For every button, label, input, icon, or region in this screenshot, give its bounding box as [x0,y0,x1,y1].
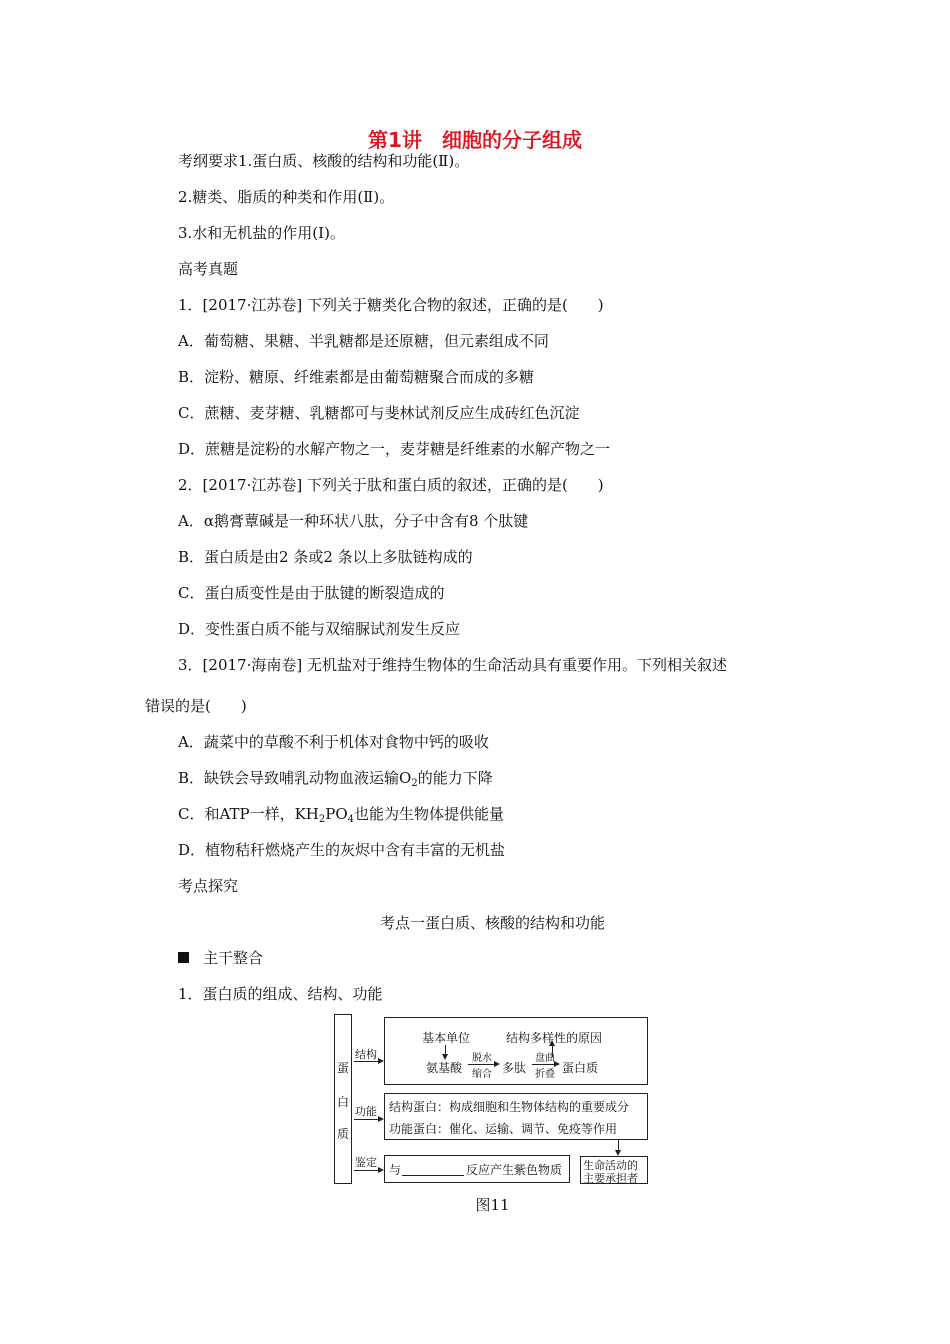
question-1-option-a: A．葡萄糖、果糖、半乳糖都是还原糖，但元素组成不同 [178,332,549,350]
topic-heading: 考点一蛋白质、核酸的结构和功能 [379,914,605,932]
syllabus-line-2: 2.糖类、脂质的种类和作用(Ⅱ)。 [178,188,395,206]
question-2-option-c: C．蛋白质变性是由于肽键的断裂造成的 [178,584,445,602]
question-2-option-d: D．变性蛋白质不能与双缩脲试剂发生反应 [178,620,461,638]
question-3-stem: 3．[2017·海南卷] 无机盐对于维持生物体的生命活动具有重要作用。下列相关叙述 [178,656,727,674]
question-2-option-b: B．蛋白质是由2 条或2 条以上多肽链构成的 [178,548,473,566]
figure-caption: 图11 [475,1196,510,1214]
diversity-reason-label: 结构多样性的原因 [506,1031,603,1045]
structural-protein-text: 结构蛋白：构成细胞和生物体结构的重要成分 [389,1100,630,1114]
question-2-option-a: A．α鹅膏蕈碱是一种环状八肽，分子中含有8 个肽键 [178,512,529,530]
amino-acid-label: 氨基酸 [426,1061,463,1075]
question-3-option-d: D．植物秸秆燃烧产生的灰烬中含有丰富的无机盐 [178,841,506,859]
coil-label-top: 盘曲 [535,1053,555,1064]
branch-structure-label: 结构 [355,1048,377,1061]
dehydration-label-top: 脱水 [472,1053,492,1064]
question-3-option-c: C．和ATP一样，$KH_2PO_4$也能为生物体提供能量 [178,805,505,825]
identify-prefix: 与 [389,1163,402,1177]
bearer-line-1: 生命活动的 [583,1159,638,1172]
functional-protein-text: 功能蛋白：催化、运输、调节、免疫等作用 [389,1122,618,1136]
subheading-main: 主干整合 [178,948,263,968]
branch-function-label: 功能 [355,1105,377,1118]
identify-suffix: 反应产生紫色物质 [466,1163,563,1177]
question-1-option-d: D．蔗糖是淀粉的水解产物之一，麦芽糖是纤维素的水解产物之一 [178,440,611,458]
question-2-stem: 2．[2017·江苏卷] 下列关于肽和蛋白质的叙述，正确的是( ) [178,476,604,494]
question-3-option-a: A．蔬菜中的草酸不利于机体对食物中钙的吸收 [178,733,489,751]
bearer-line-2: 主要承担者 [583,1172,638,1185]
section-heading-exam: 高考真题 [178,260,239,278]
protein-label-column: 蛋 白 质 [334,1014,352,1184]
question-1-option-c: C．蔗糖、麦芽糖、乳糖都可与斐林试剂反应生成砖红色沉淀 [178,404,580,422]
basic-unit-label: 基本单位 [422,1031,471,1045]
blank-line [402,1175,464,1176]
black-square-icon [178,952,189,963]
dehydration-label-bottom: 缩合 [472,1069,492,1080]
protein-concept-diagram [334,1014,650,1186]
question-3-stem-cont: 错误的是( ) [145,697,247,715]
coil-label-bottom: 折叠 [535,1069,555,1080]
section-heading-explore: 考点探究 [178,877,239,895]
question-1-stem: 1．[2017·江苏卷] 下列关于糖类化合物的叙述，正确的是( ) [178,296,604,314]
syllabus-line-3: 3.水和无机盐的作用(Ⅰ)。 [178,224,345,242]
question-1-option-b: B．淀粉、糖原、纤维素都是由葡萄糖聚合而成的多糖 [178,368,535,386]
protein-result-label: 蛋白质 [562,1061,599,1075]
syllabus-line-1: 考纲要求1.蛋白质、核酸的结构和功能(Ⅱ)。 [178,152,470,170]
branch-identify-label: 鉴定 [355,1156,377,1169]
question-3-option-b: B．缺铁会导致哺乳动物血液运输$O_2$的能力下降 [178,769,493,789]
page-title: 第1讲 细胞的分子组成 [368,128,582,152]
polypeptide-label: 多肽 [502,1061,527,1075]
item-1-heading: 1．蛋白质的组成、结构、功能 [178,985,383,1003]
